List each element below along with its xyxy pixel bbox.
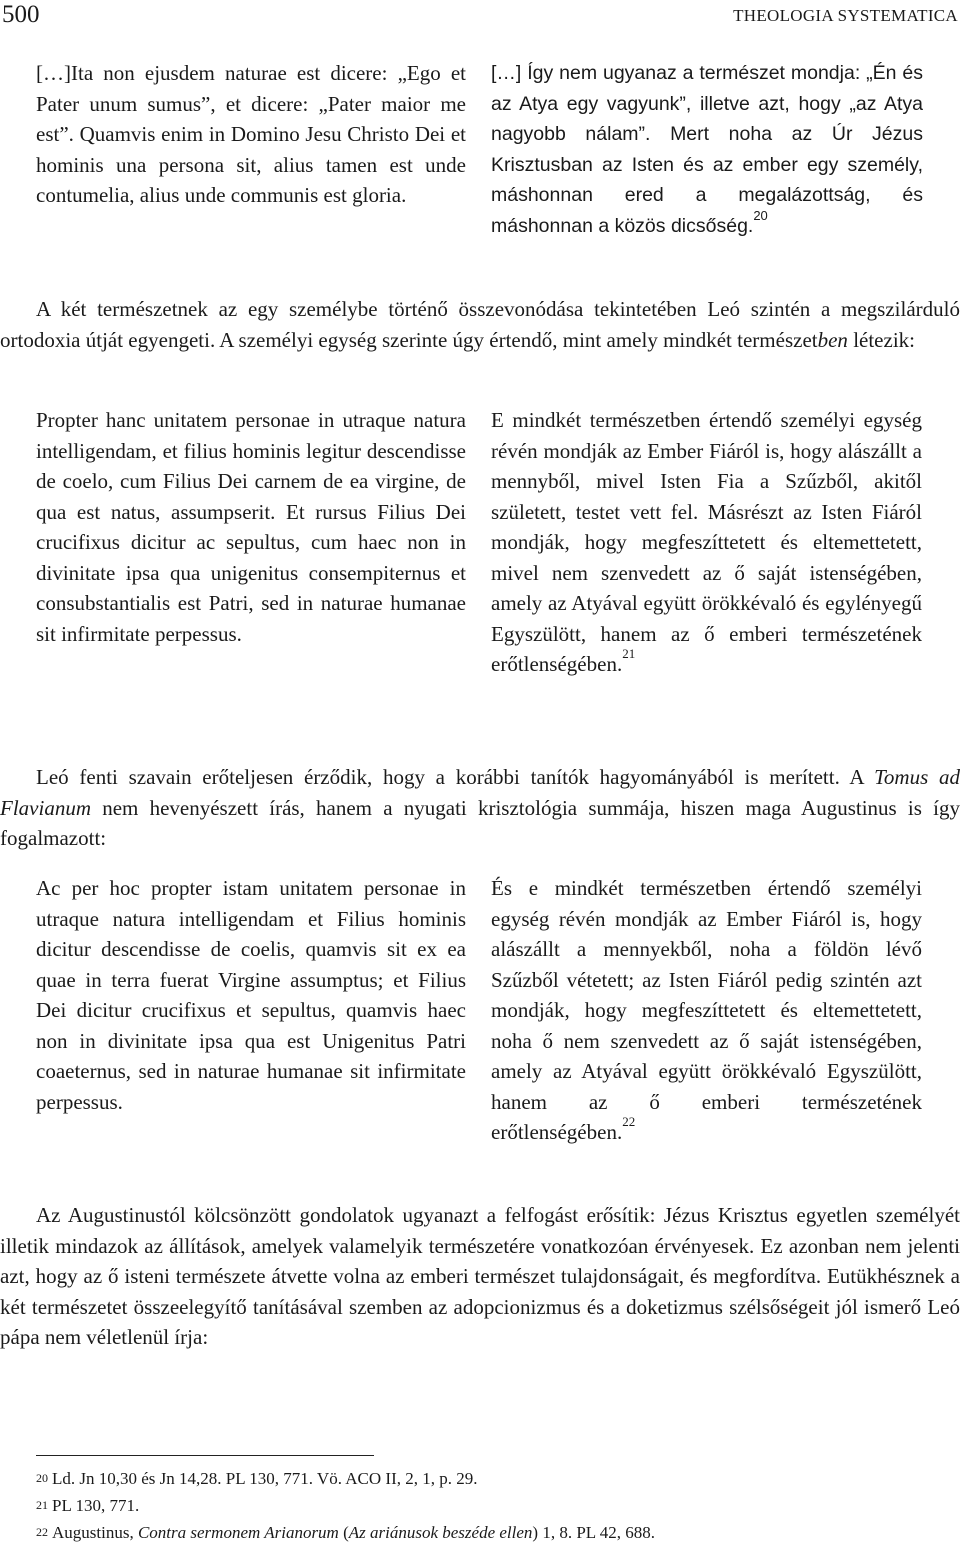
page-header (0, 0, 960, 30)
footnote-20-number: 20 (36, 1471, 48, 1485)
hungarian-quote-3 (491, 873, 922, 1148)
latin-quote-2 (36, 405, 466, 649)
body-paragraph-3 (0, 1200, 960, 1353)
footnote-ref-21: 21 (622, 646, 636, 661)
body-paragraph-1-text-b: létezik: (847, 327, 915, 352)
body-paragraph-1-italic: ben (817, 327, 848, 352)
latin-quote-3-text: Ac per hoc propter istam unitatem personae in utraque natura intelligendam et Filius hominis dicitur descendisse de coelis, quamvis sit ex ea quae in terra fuerat Virgine assumptus; et Filius Dei dicitur crucifixus et sepultus, quamvis haec non in divinitate ipsa qua est Unigenitus Patri coaeternus, sed in naturae humanae sit infirmitate perpessus. (36, 876, 466, 1114)
footnote-21-number: 21 (36, 1498, 48, 1512)
footnote-20-text: Ld. Jn 10,30 és Jn 14,28. PL 130, 771. Vö. ACO II, 2, 1, p. 29. (52, 1469, 478, 1488)
footnote-22-text-a: Augustinus, (52, 1523, 138, 1542)
footnote-21-text: PL 130, 771. (52, 1496, 140, 1515)
page-number: 500 (2, 1, 40, 28)
hungarian-quote-2 (491, 405, 922, 680)
body-paragraph-2 (0, 762, 960, 854)
body-paragraph-2-text-a: Leó fenti szavain erőteljesen érződik, hogy a korábbi tanítók hagyományából is merített. A (36, 765, 875, 789)
body-paragraph-2-text-b: nem hevenyészett írás, hanem a nyugati krisztológia summája, hiszen maga Augustinus is így fogalmazott: (0, 795, 960, 850)
body-paragraph-3-text: Az Augustinustól kölcsönzött gondolatok ugyanazt a felfogást erősítik: Jézus Krisztus egyetlen személyét illetik mindazok az állítások, amelyek valamelyik természetére vonatkozóan érvényesek. Ez azonban nem jelenti azt, hogy az ő isteni természete átvette volna az emberi természet tulajdonságait, és megfordítva. Eutükhésznek a két természetet összeelegyítő tanításával szemben az adopcionizmus és a doketizmus szélsőségeit jól ismerő Leó pápa nem véletlenül írja: (0, 1203, 960, 1349)
running-head: THEOLOGIA SYSTEMATICA (733, 6, 958, 25)
footnote-ref-20: 20 (753, 207, 768, 223)
footnote-rule (36, 1455, 374, 1456)
footnote-21 (36, 1495, 139, 1517)
footnote-20 (36, 1468, 477, 1490)
hungarian-quote-1 (491, 58, 923, 241)
quote-block-2 (36, 405, 922, 750)
latin-quote-1-text: […]Ita non ejusdem naturae est dicere: „Ego et Pater unum sumus”, et dicere: „Pater maior me est”. Quamvis enim in Domino Jesu Christo Dei et hominis una persona sit, alius tamen est unde contumelia, alius unde communis est gloria. (36, 61, 466, 207)
body-paragraph-1 (0, 294, 960, 355)
body-paragraph-2-italic: Tomus ad Flavianum (0, 765, 960, 820)
footnote-22-text-mid: ( (338, 1523, 349, 1542)
footnote-22-italic-1: Contra sermonem Arianorum (137, 1523, 339, 1542)
hungarian-quote-3-text: És e mindkét természetben értendő személyi egység révén mondják az Ember Fiáról is, hogy alászállt a mennyekből, noha a földön lévő Szűzből vétetett; az Isten Fiáról pedig szintén azt mondják, hogy megfeszíttetett és eltemettetett, noha ő nem szenvedett az ő saját istenségében, amely az Atyával együtt örökkévaló Egyszülött, hanem az ő emberi természetének erőtlenségében. (491, 876, 922, 1144)
latin-quote-1 (36, 58, 466, 211)
footnote-ref-22: 22 (622, 1114, 636, 1129)
footnote-22 (36, 1522, 655, 1544)
footnote-22-italic-2: Az ariánusok beszéde ellen (348, 1523, 533, 1542)
footnote-22-text-b: ) 1, 8. PL 42, 688. (532, 1523, 656, 1542)
latin-quote-2-text: Propter hanc unitatem personae in utraque natura intelligendam, et filius hominis legitur descendisse de coelo, cum Filius Dei carnem de ea virgine, de qua est natus, assumpserit. Et rursus Filius Dei crucifixus dicitur ac sepultus, cum haec non in divinitate ipsa qua unigenitus consempiternus et consubstantialis est Patri, sed in naturae humanae sit infirmitate perpessus. (36, 408, 466, 646)
latin-quote-3 (36, 873, 466, 1117)
quote-block-3 (36, 873, 922, 1188)
footnote-22-number: 22 (36, 1525, 48, 1539)
quote-block-1 (36, 58, 922, 283)
body-paragraph-1-text-a: A két természetnek az egy személybe történő összevonódása tekintetében Leó szintén a megszilárduló ortodoxia útját egyengeti. A személyi egység szerinte úgy értendő, mint amely mindkét természet (0, 297, 960, 352)
hungarian-quote-1-text: […] Így nem ugyanaz a természet mondja: „Én és az Atya egy vagyunk”, illetve azt, hogy „az Atya nagyobb nálam”. Mert noha az Úr Jézus Krisztusban az Isten és az ember egy személy, máshonnan ered a megalázottság, és máshonnan a közös dicsőség. (491, 62, 923, 237)
hungarian-quote-2-text: E mindkét természetben értendő személyi egység révén mondják az Ember Fiáról is, hogy alászállt a mennyből, mivel Isten Fia a Szűzből, akitől született, testet vett fel. Másrészt az Isten Fiáról mondják, hogy megfeszíttetett és eltemettetett, mivel nem szenvedett az ő saját istenségében, amely az Atyával együtt örökkévaló és egylényegű Egyszülött, hanem az ő emberi természetének erőtlenségében. (491, 408, 922, 676)
